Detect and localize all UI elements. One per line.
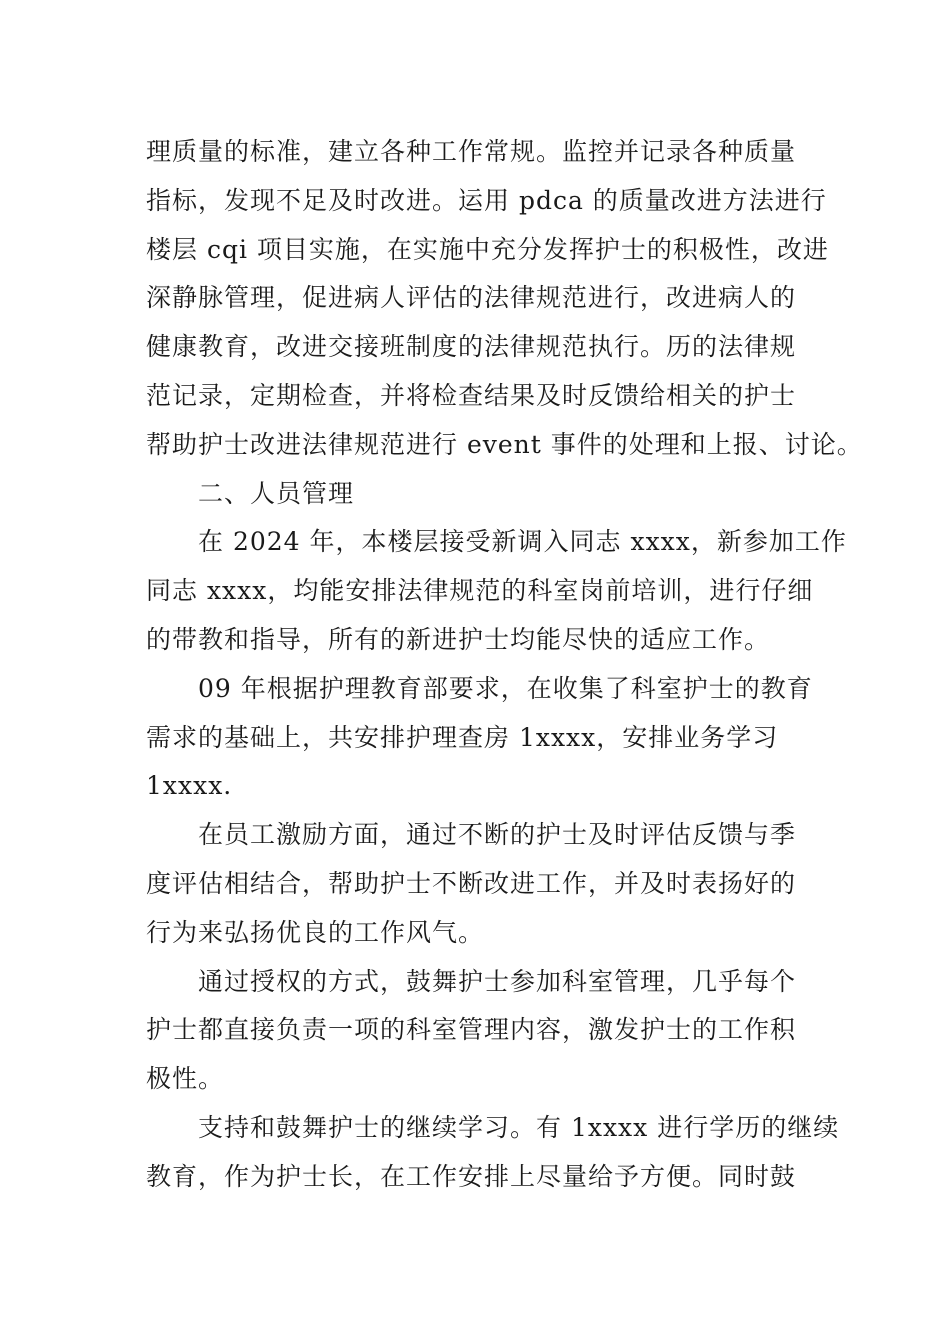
paragraph-start: 在 2024 年，本楼层接受新调入同志 xxxx，新参加工作 (198, 527, 847, 557)
text-line: 的带教和指导，所有的新进护士均能尽快的适应工作。 (146, 624, 771, 654)
text-line: 范记录，定期检查，并将检查结果及时反馈给相关的护士 (146, 380, 797, 410)
paragraph-start: 在员工激励方面，通过不断的护士及时评估反馈与季 (198, 820, 797, 850)
text-line: 理质量的标准，建立各种工作常规。监控并记录各种质量 (146, 137, 797, 166)
paragraph-start: 09 年根据护理教育部要求，在收集了科室护士的教育 (198, 673, 813, 703)
paragraph-start: 通过授权的方式，鼓舞护士参加科室管理，几乎每个 (198, 966, 797, 996)
text-line: 护士都直接负责一项的科室管理内容，激发护士的工作积 (146, 1015, 797, 1045)
paragraph-start: 支持和鼓舞护士的继续学习。有 1xxxx 进行学历的继续 (198, 1112, 840, 1142)
text-line: 1xxxx. (146, 771, 233, 801)
text-line: 帮助护士改进法律规范进行 event 事件的处理和上报、讨论。 (146, 429, 863, 459)
text-line: 需求的基础上，共安排护理查房 1xxxx，安排业务学习 (146, 722, 779, 752)
text-line: 极性。 (146, 1064, 225, 1094)
text-line: 指标，发现不足及时改进。运用 pdca 的质量改进方法进行 (146, 185, 827, 215)
text-line: 度评估相结合，帮助护士不断改进工作，并及时表扬好的 (146, 868, 797, 898)
text-line: 同志 xxxx，均能安排法律规范的科室岗前培训，进行仔细 (146, 576, 814, 606)
text-line: 健康教育，改进交接班制度的法律规范执行。历的法律规 (146, 332, 797, 362)
text-line: 教育，作为护士长，在工作安排上尽量给予方便。同时鼓 (146, 1161, 797, 1191)
text-line: 深静脉管理，促进病人评估的法律规范进行，改进病人的 (146, 283, 797, 313)
section-heading: 二、人员管理 (198, 478, 355, 508)
text-line: 楼层 cqi 项目实施，在实施中充分发挥护士的积极性，改进 (146, 234, 829, 264)
text-line: 行为来弘扬优良的工作风气。 (146, 917, 485, 947)
body-text (146, 128, 863, 1202)
